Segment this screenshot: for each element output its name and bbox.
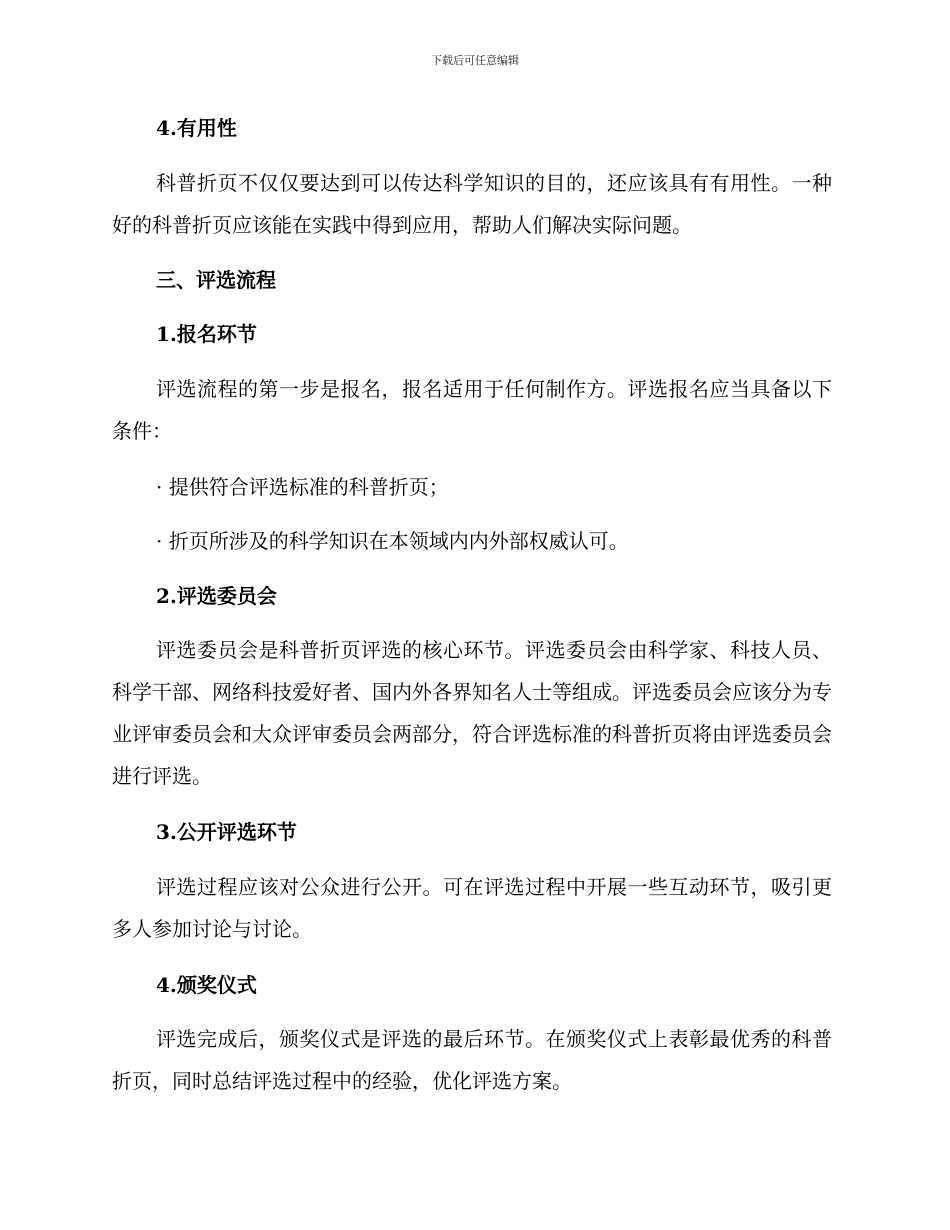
signup-bullet-item: · 折页所涉及的科学知识在本领域内内外部权威认可。 [156,529,629,553]
page-header-note: 下载后可任意编辑 [431,54,519,67]
signup-bullet-item: · 提供符合评选标准的科普折页； [156,475,449,499]
usefulness-paragraph: 科普折页不仅仅要达到可以传达科学知识的目的，还应该具有有用性。一种好的科普折页应该能在实践中得到应用，帮助人们解决实际问题。 [112,171,832,237]
committee-paragraph: 评选委员会是科普折页评选的核心环节。评选委员会由科学家、科技人员、科学干部、网络科技爱好者、国内外各界知名人士等组成。评选委员会应该分为专业评审委员会和大众评审委员会两部分，符合评选标准的科普折页将由评选委员会进行评选。 [112,638,832,788]
signup-heading: 1.报名环节 [156,322,257,346]
usefulness-heading: 4.有用性 [156,116,237,140]
public-paragraph: 评选过程应该对公众进行公开。可在评选过程中开展一些互动环节，吸引更多人参加讨论与讨论。 [112,875,832,941]
award-heading: 4.颁奖仪式 [156,973,257,997]
public-heading: 3.公开评选环节 [156,820,297,844]
committee-heading: 2.评选委员会 [156,584,277,608]
signup-paragraph: 评选流程的第一步是报名，报名适用于任何制作方。评选报名应当具备以下条件： [112,377,832,443]
award-paragraph: 评选完成后，颁奖仪式是评选的最后环节。在颁奖仪式上表彰最优秀的科普折页，同时总结评选过程中的经验，优化评选方案。 [112,1027,832,1093]
process-heading: 三、评选流程 [156,268,276,292]
